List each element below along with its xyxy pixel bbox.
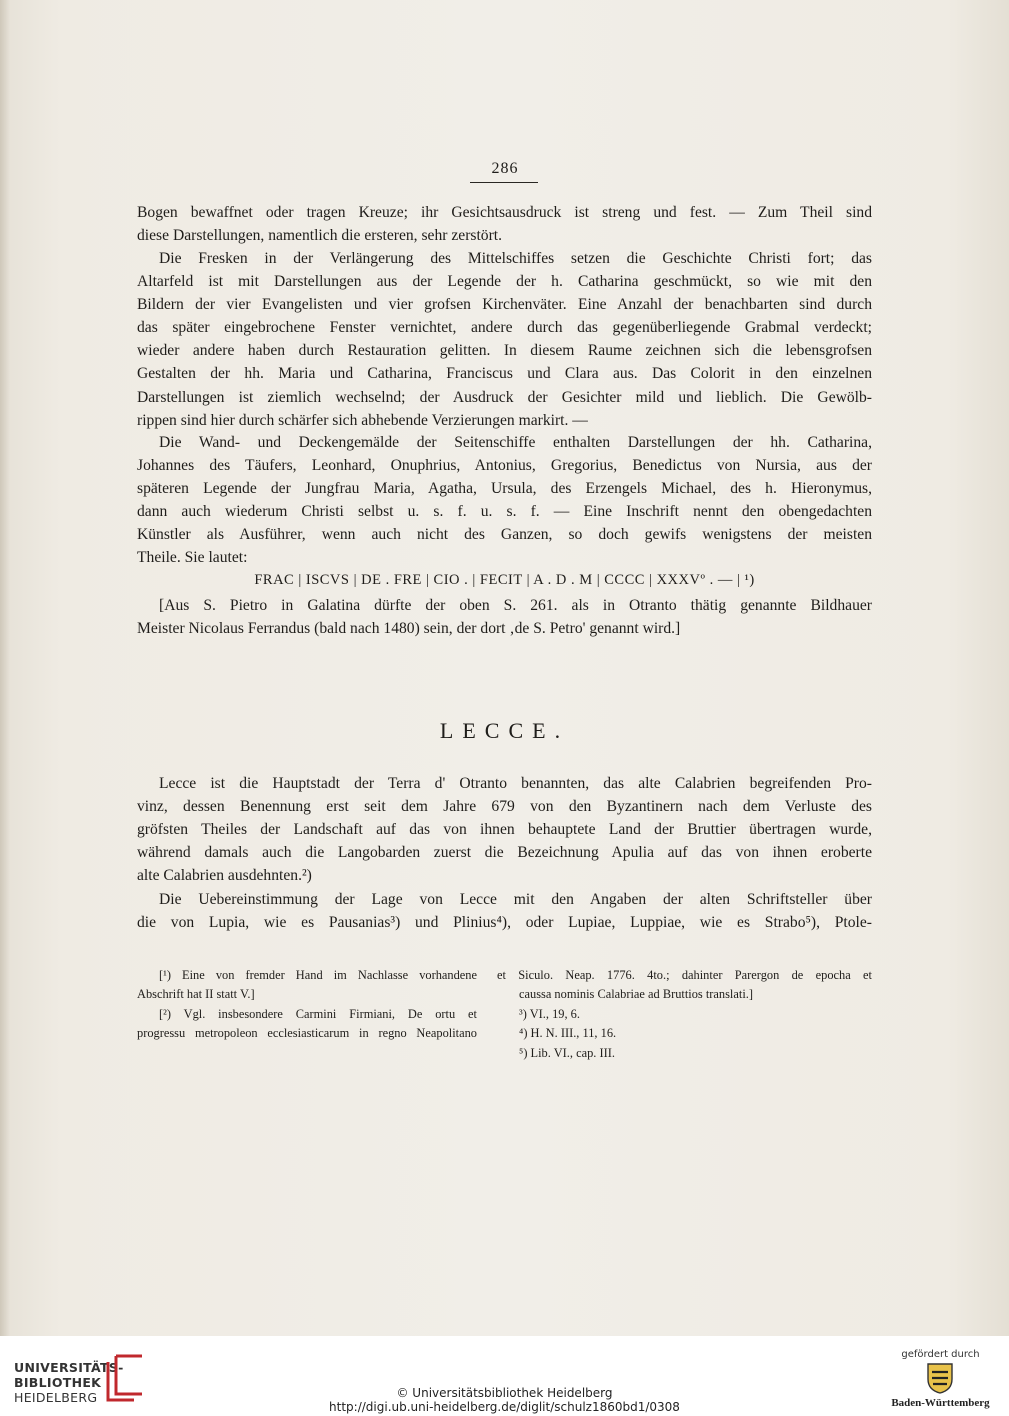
- footnotes-left-column: [137, 966, 477, 1044]
- funder-name: Baden-Württemberg: [891, 1397, 990, 1409]
- text-line: späteren Legende der Jungfrau Maria, Agatha, Ursula, des Erzengels Michael, des h. Hieronymus,: [137, 480, 872, 498]
- library-name-line: UNIVERSITÄTS-: [14, 1360, 124, 1375]
- text-line: Bogen bewaffnet oder tragen Kreuze; ihr Gesichtsausdruck ist streng und fest. — Zum Theil sind: [137, 204, 872, 221]
- footnote-line: ³) VI., 19, 6.: [519, 1006, 580, 1021]
- text-line: [Aus S. Pietro in Galatina dürfte der oben S. 261. als in Otranto thätig genannte Bildhauer: [159, 597, 872, 614]
- footnote-line: [²) Vgl. insbesondere Carmini Firmiani, De ortu et: [159, 1006, 477, 1021]
- text-line: wieder andere haben durch Restauration gelitten. In diesem Raume zeichnen sich die lebensgrofsen: [137, 342, 872, 360]
- footnote-line: ⁵) Lib. VI., cap. III.: [519, 1045, 615, 1060]
- inscription-text: FRAC | ISCVS | DE . FRE | CIO . | FECIT | A . D . M | CCCC | XXXVº . — | ¹): [254, 572, 755, 588]
- footnote-line: caussa nominis Calabriae ad Bruttios translati.]: [519, 987, 753, 1002]
- footnote-line: [¹) Eine von fremder Hand im Nachlasse vorhandene: [159, 968, 477, 982]
- footer-bar: [0, 1336, 1009, 1416]
- text-line: Altarfeld ist mit Darstellungen aus der Legende der h. Catharina geschmückt, so wie mit den: [137, 273, 872, 291]
- text-line: Künstler als Ausführer, wenn auch nicht des Ganzen, so doch gewifs wenigstens der meisten: [137, 526, 872, 544]
- text-line: Meister Nicolaus Ferrandus (bald nach 1480) sein, der dort ‚de S. Petro' genannt wird.]: [137, 620, 681, 638]
- footnote-line: progressu metropoleon ecclesiasticarum in regno Neapolitano: [137, 1026, 477, 1041]
- paragraph-6: [137, 888, 872, 934]
- text-line: Darstellungen ist ziemlich wechselnd; der Ausdruck der Gesichter mild und lieblich. Die Gewölb-: [137, 388, 872, 406]
- text-line: Gestalten der hh. Maria und Catharina, Franciscus und Clara aus. Das Colorit in den einzelnen: [137, 365, 872, 383]
- text-line: vinz, dessen Benennung erst seit dem Jahre 679 von den Byzantinern nach dem Verluste des: [137, 798, 872, 816]
- section-heading: LECCE.: [439, 718, 570, 743]
- library-name-line: HEIDELBERG: [14, 1390, 98, 1405]
- text-line: die von Lupia, wie es Pausanias³) und Plinius⁴), oder Lupiae, Luppiae, wie es Strabo⁵), Ptole-: [137, 914, 872, 932]
- paragraph-5: [137, 772, 872, 887]
- page-number: 286: [491, 160, 519, 177]
- funded-by-label: gefördert durch: [901, 1349, 980, 1360]
- page-edge-shadow: [0, 0, 10, 1336]
- text-line: Die Wand- und Deckengemälde der Seitenschiffe enthalten Darstellungen der hh. Catharina,: [159, 434, 872, 451]
- paragraph-3: [137, 431, 872, 570]
- paragraph-2: [137, 247, 872, 432]
- copyright-block: [0, 1386, 1009, 1414]
- page-number-rule: [470, 182, 538, 183]
- footnote-line: ⁴) H. N. III., 11, 16.: [519, 1026, 617, 1041]
- text-line: dann auch wiederum Christi selbst u. s. f. u. s. f. — Eine Inschrift nennt den obengedachten: [137, 503, 872, 521]
- text-line: Lecce ist die Hauptstadt der Terra d' Otranto benannten, das alte Calabrien begreifenden Pro-: [159, 775, 872, 792]
- footnote-line: et Siculo. Neap. 1776. 4to.; dahinter Parergon de epocha et: [497, 968, 872, 982]
- copyright-text: © Universitätsbibliothek Heidelberg: [396, 1386, 613, 1400]
- text-line: während damals auch die Langobarden zuerst die Bezeichnung Apulia auf das von ihnen eroberte: [137, 844, 872, 862]
- paragraph-1: [137, 201, 872, 247]
- text-line: gröfsten Theiles der Landschaft auf das von ihnen behauptete Land der Bruttier übertragen wurde,: [137, 821, 872, 839]
- text-line: Theile. Sie lautet:: [137, 549, 248, 567]
- footnote-line: Abschrift hat II statt V.]: [137, 987, 255, 1002]
- paragraph-4: [137, 594, 872, 640]
- text-line: rippen sind hier durch schärfer sich abhebende Verzierungen markirt. —: [137, 411, 588, 429]
- text-line: Bildern der vier Evangelisten und vier grofsen Kirchenväter. Eine Anzahl der benachbarten sind durch: [137, 296, 872, 314]
- text-line: Die Uebereinstimmung der Lage von Lecce mit den Angaben der alten Schriftsteller über: [159, 891, 872, 908]
- text-line: das später eingebrochene Fenster vernichtet, andere durch das gegenüberliegende Grabmal verdeckt;: [137, 319, 872, 337]
- footnotes-right-column: [497, 966, 872, 1063]
- text-line: diese Darstellungen, namentlich die ersteren, sehr zerstört.: [137, 227, 503, 245]
- inscription: [137, 569, 872, 592]
- library-name-line: BIBLIOTHEK: [14, 1375, 102, 1390]
- text-line: alte Calabrien ausdehnten.²): [137, 867, 312, 885]
- coat-of-arms-icon: [925, 1361, 955, 1395]
- permalink-url[interactable]: http://digi.ub.uni-heidelberg.de/diglit/schulz1860bd1/0308: [329, 1400, 680, 1414]
- text-line: Die Fresken in der Verlängerung des Mittelschiffes setzen die Geschichte Christi fort; das: [159, 250, 872, 267]
- text-line: Johannes des Täufers, Leonhard, Onuphrius, Antonius, Gregorius, Benedictus von Nursia, aus der: [137, 457, 872, 475]
